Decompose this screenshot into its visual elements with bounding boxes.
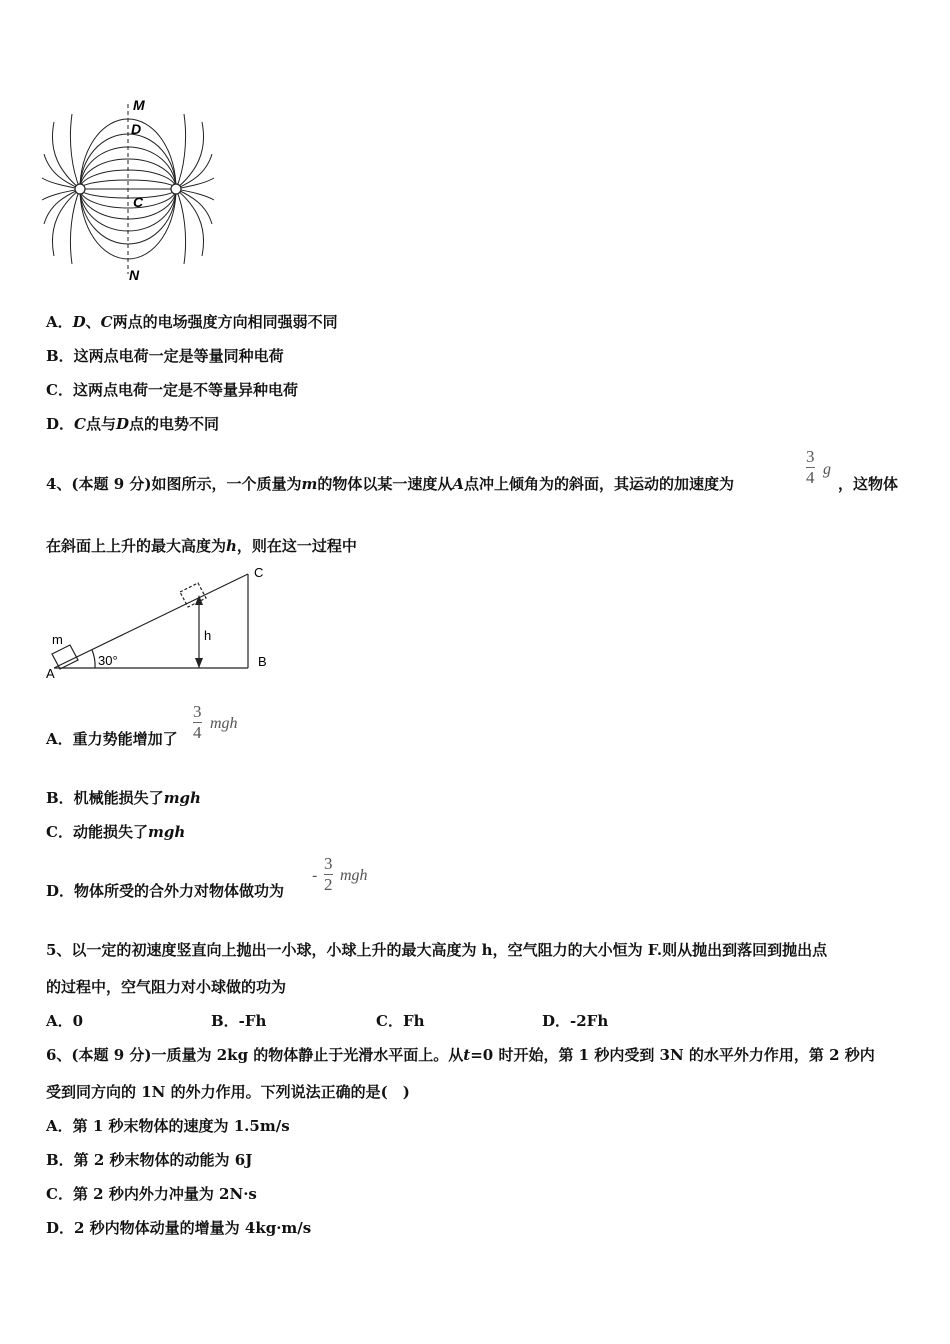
- q5-option-c: C．Fh: [376, 1012, 425, 1030]
- q6-stem-line1: 6、(本题 9 分)一质量为 2kg 的物体静止于光滑水平面上。从t=0 时开始，第 1 秒内受到 3N 的水平外力作用，第 2 秒内: [46, 1046, 875, 1064]
- q4-stem-line1-end: ，这物体: [838, 475, 899, 493]
- incline-label-c: C: [254, 565, 264, 580]
- incline-label-m: m: [52, 632, 63, 647]
- q4-accel-var: g: [823, 461, 831, 478]
- q6-option-c: C．第 2 秒内外力冲量为 2N·s: [46, 1185, 257, 1203]
- incline-label-b: B: [258, 654, 267, 669]
- incline-figure: [40, 562, 280, 684]
- q4-option-d: D．物体所受的合外力对物体做功为: [46, 882, 285, 900]
- field-lines-figure: [40, 92, 220, 287]
- q5-option-a: A．0: [46, 1012, 84, 1030]
- q3-option-a: A．D、C两点的电场强度方向相同强弱不同: [46, 313, 338, 331]
- q6-option-d: D．2 秒内物体动量的增量为 4kg·m/s: [46, 1219, 312, 1237]
- incline-label-a: A: [46, 666, 55, 681]
- incline-svg: [40, 562, 280, 684]
- field-lines-svg: [40, 92, 220, 287]
- q4-accel-fraction: 3 4: [806, 447, 815, 487]
- q4-option-b: B．机械能损失了mgh: [46, 789, 201, 807]
- q4-option-d-var: mgh: [340, 867, 368, 884]
- label-c: C: [133, 194, 144, 210]
- q6-option-b: B．第 2 秒末物体的动能为 6J: [46, 1151, 253, 1169]
- q3-option-b: B．这两点电荷一定是等量同种电荷: [46, 347, 284, 365]
- q5-stem-line2: 的过程中，空气阻力对小球做的功为: [46, 978, 287, 996]
- q5-stem-line1: 5、以一定的初速度竖直向上抛出一小球，小球上升的最大高度为 h，空气阻力的大小恒为 F.则从抛出到落回到抛出点: [46, 941, 828, 959]
- q4-option-d-sign: -: [312, 867, 318, 884]
- q4-option-a-var: mgh: [210, 715, 238, 732]
- incline-label-angle: 30°: [98, 653, 118, 668]
- q4-option-c: C．动能损失了mgh: [46, 823, 186, 841]
- incline-label-h: h: [204, 628, 212, 643]
- q6-stem-line2: 受到同方向的 1N 的外力作用。下列说法正确的是( ): [46, 1083, 410, 1101]
- q6-option-a: A．第 1 秒末物体的速度为 1.5m/s: [46, 1117, 290, 1135]
- label-m: M: [133, 97, 145, 113]
- label-d: D: [131, 121, 142, 137]
- q5-option-d: D．-2Fh: [542, 1012, 609, 1030]
- q3-option-c: C．这两点电荷一定是不等量异种电荷: [46, 381, 298, 399]
- q4-option-d-fraction: 3 2: [324, 854, 333, 894]
- q3-option-d: D．C点与D点的电势不同: [46, 415, 220, 433]
- q4-stem-line2: 在斜面上上升的最大高度为h，则在这一过程中: [46, 537, 357, 555]
- q4-stem-line1: 4、(本题 9 分)如图所示，一个质量为m的物体以某一速度从A点冲上倾角为的斜面，其运动的加速度为: [46, 475, 735, 493]
- right-charge: [171, 184, 181, 194]
- q5-option-b: B．-Fh: [211, 1012, 267, 1030]
- q4-option-a-fraction: 3 4: [193, 702, 202, 742]
- q4-option-a: A．重力势能增加了: [46, 730, 178, 748]
- label-n: N: [129, 267, 140, 283]
- left-charge: [75, 184, 85, 194]
